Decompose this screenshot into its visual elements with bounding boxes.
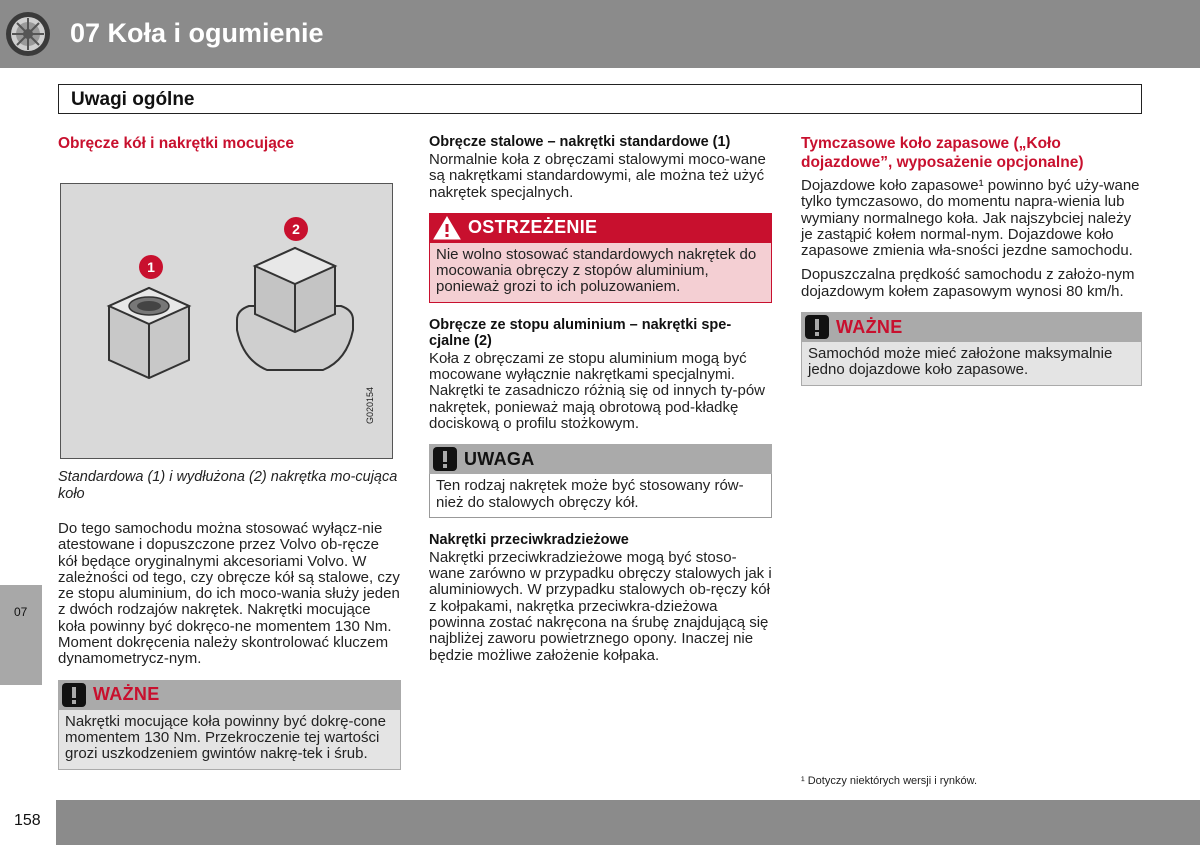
note-box [429,444,772,518]
page-number: 158 [14,812,41,829]
figure-caption: Standardowa (1) i wydłużona (2) nakrętka mo-cująca koło [58,469,398,502]
important-text: Nakrętki mocujące koła powinny być dokrę-cone momentem 130 Nm. Przekroczenie tej wartości grozi uszkodzeniem gwintów nakrę-tek i śrub. [58,710,401,770]
spare-text-1: Dojazdowe koło zapasowe¹ powinno być uży-wane tylko tymczasowo, do momentu napra-wienia lub wymiany normalnego koła. Jak najszybciej należy je zastąpić kołem normal-nym. Dojazdowe koło zapasowe zmienia wła-sności jezdne samochodu. [801,177,1140,260]
important-icon [61,682,87,708]
svg-text:1: 1 [147,259,155,275]
footnote: ¹ Dotyczy niektórych wersji i rynków. [801,775,978,787]
standard-nut-drawing [109,288,189,378]
note-label: UWAGA [464,448,535,469]
warning-label: OSTRZEŻENIE [468,217,598,238]
wheel-nuts-figure [60,183,393,459]
column-left [58,134,401,784]
heading-temporary-spare: Tymczasowe koło zapasowe („Koło dojazdowe”, wyposażenie opcjonalne) [801,135,1084,171]
wheel-nuts-illustration [61,184,391,457]
aluminium-rims-text: Koła z obręczami ze stopu aluminium mogą być mocowane wyłącznie nakrętkami specjalnymi. Nakrętki te zasadniczo różnią się od innych ty-pów nakrętek, ponieważ mają obrotową pod-kładkę dociskową o profilu stożkowym. [429,349,765,432]
svg-text:2: 2 [292,221,300,237]
header-icon-box [0,0,56,68]
heading-steel-rims: Obręcze stalowe – nakrętki standardowe (1) [429,134,731,150]
important-label: WAŻNE [836,316,903,337]
callout-2 [284,217,308,241]
spare-text-2: Dopuszczalna prędkość samochodu z założo-nym dojazdowym kołem zapasowym wynosi 80 km/h. [801,266,1135,300]
heading-rims-and-nuts: Obręcze kół i nakrętki mocujące [58,135,295,152]
column-middle [429,134,772,672]
chapter-title: 07 Koła i ogumienie [70,18,324,48]
important-text: Samochód może mieć założone maksymalnie jedno dojazdowe koło zapasowe. [801,342,1142,386]
column-right [801,134,1142,400]
chapter-side-tab [0,585,42,685]
heading-aluminium-rims: Obręcze ze stopu aluminium – nakrętki spe-cjalne (2) [429,316,732,349]
warning-triangle-icon [432,215,462,241]
note-icon [432,446,458,472]
chapter-tab-label: 07 [14,605,28,619]
section-title: Uwagi ogólne [71,89,195,110]
wheel-icon [0,0,56,68]
figure-code: G020154 [365,386,375,424]
important-box-torque [58,680,401,770]
steel-rims-text: Normalnie koła z obręczami stalowymi moco-wane są nakrętkami standardowymi, ale można też użyć nakrętek specjalnych. [429,151,766,201]
warning-text: Nie wolno stosować standardowych nakrętek do mocowania obręczy z stopów aluminium, ponieważ grozi to ich poluzowaniem. [429,243,772,303]
rims-body-text: Do tego samochodu można stosować wyłącz-nie atestowane i dopuszczone przez Volvo ob-ręcze kół będące oryginalnymi akcesoriami Volvo. W zależności od tego, czy obręcze kół są stalowe, czy ze stopu aluminium, do ich moco-wania służy jeden z dwóch rodzajów nakrętek. Nakrętki mocujące koła powinny być dokręco-ne momentem 130 Nm. Moment dokręcenia należy skontrolować kluczem dynamometrycz-nym. [58,520,400,668]
section-title-box [58,84,1142,114]
important-box-spare [801,312,1142,386]
header-bar [0,0,1200,68]
anti-theft-text: Nakrętki przeciwkradzieżowe mogą być stoso-wane zarówno w przypadku obręczy stalowych jak i aluminiowych. W przypadku stalowych ob-ręczy kół z kołpakami, nakrętka przeciwkra-dzieżowa powinna zostać nakręcona na śrubę znajdującą się najbliżej zaworu powietrznego opony. Inaczej nie będzie możliwe założenie kołpaka. [429,548,772,664]
note-text: Ten rodzaj nakrętek może być stosowany rów-nież do stalowych obręczy kół. [429,474,772,518]
important-label: WAŻNE [93,684,160,705]
footer-bar [56,800,1200,845]
important-icon [804,314,830,340]
callout-1 [139,255,163,279]
heading-anti-theft-nuts: Nakrętki przeciwkradzieżowe [429,531,629,548]
extended-nut-drawing [237,248,353,370]
warning-box [429,213,772,303]
